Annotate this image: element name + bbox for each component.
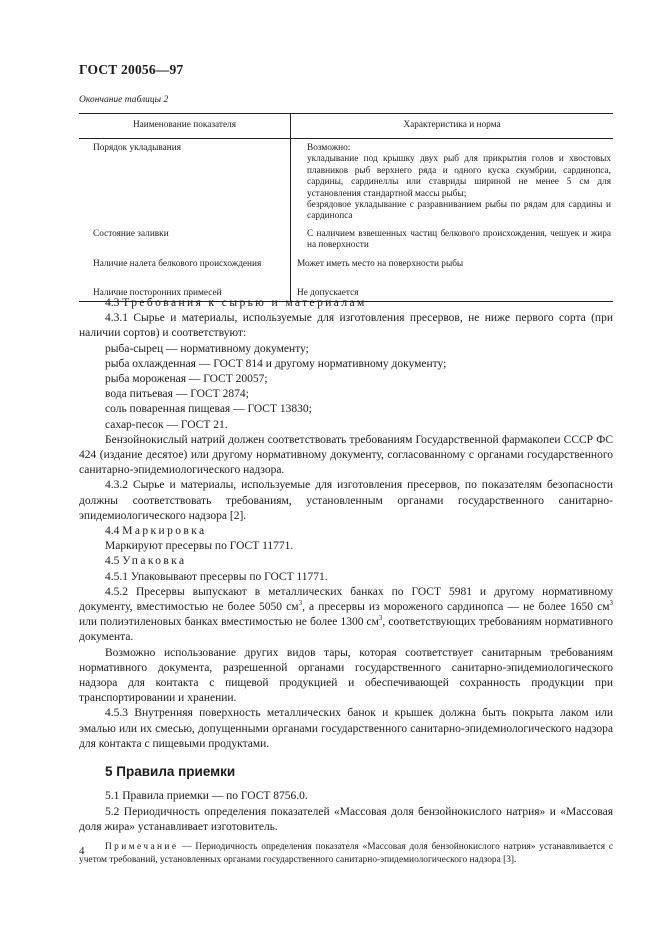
paragraph-5-1: 5.1 Правила приемки — по ГОСТ 8756.0.	[105, 790, 308, 803]
paragraph-benzoate: Бензойнокислый натрий должен соответствовать требованиям Государственной фармакопеи СССР ФС 424 (издание десятое) или другому нормативному документу, согласованному с органами государственного санитарно-эпидемиологического надзора.	[79, 433, 613, 477]
subsection-heading-4-4	[79, 524, 613, 539]
value-line: Не допускается	[297, 288, 359, 298]
text-run: или полиэтиленовых банках вместимостью не более 1300 см	[79, 616, 379, 629]
superscript: 3	[298, 599, 303, 608]
subsection-number: 4.3	[105, 297, 120, 309]
superscript: 3	[609, 599, 613, 608]
table-row	[79, 139, 613, 230]
indicator-value	[291, 229, 614, 255]
page-number: 4	[79, 845, 85, 857]
paragraph-other-containers: Возможно использование других видов тары, которая соответствует санитарным требованиям нормативного документа, разрешенной органами государственного санитарно-эпидемиологического надзора для контакта с пищевой продукцией и обеспечивающей сохранность продукции при транспортировании и хранении.	[79, 646, 613, 705]
subsection-title: Упаковка	[122, 555, 187, 568]
material-item: рыба охлажденная — ГОСТ 814 и другому нормативному документу;	[105, 357, 447, 370]
indicator-name: Наличие посторонних примесей	[79, 285, 291, 302]
text-run: 4.5.2 Пресервы выпускают в металлических банках по ГОСТ 5981 и другому нормативному документу, вместимостью не более 5050 см	[79, 585, 613, 614]
subsection-title: Маркировка	[122, 525, 207, 538]
indicator-name: Наличие налета белкового происхождения	[79, 255, 291, 285]
indicators-table	[79, 113, 613, 302]
subsection-heading-4-3	[79, 296, 613, 311]
document-body	[79, 296, 613, 866]
indicator-value	[291, 255, 614, 285]
paragraph-4-5-3: 4.5.3 Внутренняя поверхность металлических банок и крышек должна быть покрыта лаком или эмалью или их смесью, допущенными органами государственного санитарно-эпидемиологического надзора для контакта с пищевыми продуктами.	[79, 707, 613, 750]
material-item: рыба мороженая — ГОСТ 20057;	[105, 373, 268, 386]
indicator-value	[291, 139, 614, 230]
note-label: Примечание	[105, 841, 179, 852]
paragraph-5-2: 5.2 Периодичность определения показателей «Массовая доля бензойнокислого натрия» и «Массовая доля жира» устанавливает изготовитель.	[79, 805, 613, 833]
subsection-number: 4.4	[105, 525, 120, 538]
table-header-row	[79, 114, 613, 139]
paragraph-4-3-1: 4.3.1 Сырье и материалы, используемые для изготовления пресервов, не ниже первого сорта (при наличии сортов) и соответствуют:	[79, 312, 613, 340]
subsection-title: Требования к сырью и материалам	[122, 297, 367, 309]
material-item: рыба-сырец — нормативному документу;	[105, 342, 309, 355]
table-row	[79, 229, 613, 255]
text-run: , а пресервы из мороженого сардинопса — не более 1650 см	[302, 601, 610, 614]
indicator-name: Порядок укладывания	[79, 139, 291, 230]
standard-header: ГОСТ 20056—97	[79, 62, 184, 77]
column-header-indicator: Наименование показателя	[79, 114, 291, 139]
section-heading-5: 5 Правила приемки	[105, 764, 236, 780]
indicator-name: Состояние заливки	[79, 229, 291, 255]
paragraph-4-5-2	[79, 585, 613, 646]
value-line: безрядовое укладывание с разравниванием рыбы по рядам для сардины и сардинопса	[307, 200, 611, 222]
value-line: Возможно:	[307, 143, 351, 153]
table-caption: Окончание таблицы 2	[79, 95, 169, 105]
table-row	[79, 255, 613, 285]
note-text: — Периодичность определения показателя «Массовая доля бензойнокислого натрия» устанавливается с учетом требований, установленных органами государственного санитарно-эпидемиологического надзора [3].	[79, 841, 613, 865]
value-line: Может иметь место на поверхности рыбы	[297, 259, 464, 269]
text-run: , соответствующих требованиям нормативного документа.	[79, 616, 613, 644]
column-header-characteristic: Характеристика и норма	[291, 114, 614, 139]
material-item: сахар-песок — ГОСТ 21.	[105, 418, 228, 431]
paragraph-4-4: Маркируют пресервы по ГОСТ 11771.	[105, 540, 294, 553]
superscript: 3	[378, 614, 383, 623]
subsection-heading-4-5	[79, 554, 613, 569]
material-item: соль поваренная пищевая — ГОСТ 13830;	[105, 403, 312, 416]
value-line: С наличием взвешенных частиц белкового происхождения, чешуек и жира на поверхности	[307, 229, 611, 251]
note	[79, 841, 613, 866]
paragraph-4-5-1: 4.5.1 Упаковывают пресервы по ГОСТ 11771.	[105, 570, 328, 583]
paragraph-4-3-2: 4.3.2 Сырье и материалы, используемые для изготовления пресервов, по показателям безопасности должны соответствовать требованиям, установленным органами государственного санитарно-эпидемиологического надзора [2].	[79, 479, 613, 522]
value-line: укладывание под крышку двух рыб для прикрытия голов и хвостовых плавников рыб верхнего ряда и одного куска скумбрии, сардинопса, сардины, сардинеллы или ставриды шириной не менее 5 см для установления стандартной массы рыбы;	[307, 154, 611, 199]
subsection-number: 4.5	[105, 555, 120, 568]
material-item: вода питьевая — ГОСТ 2874;	[105, 388, 249, 401]
